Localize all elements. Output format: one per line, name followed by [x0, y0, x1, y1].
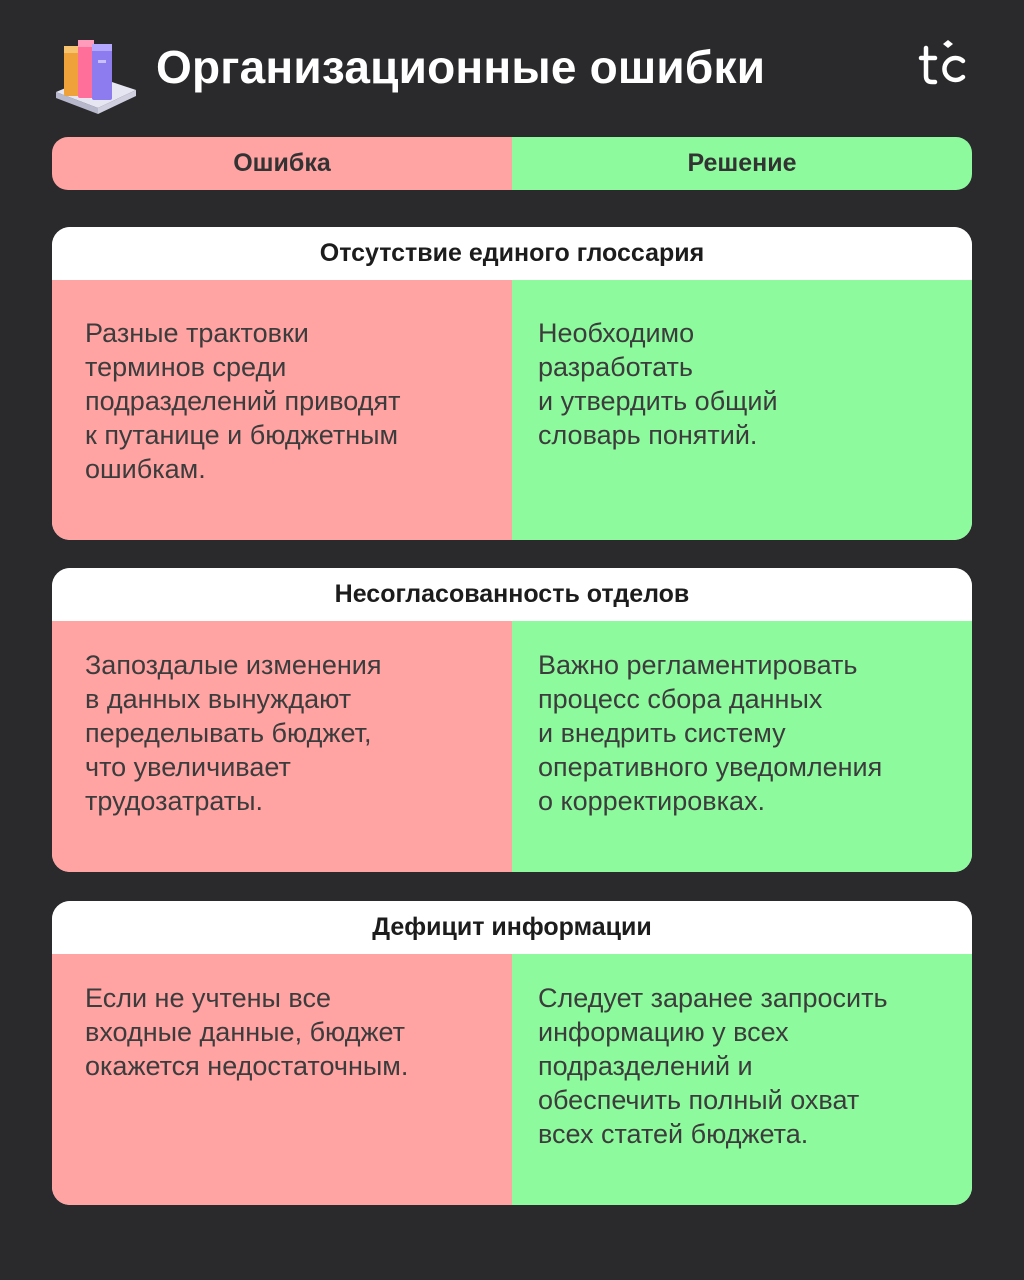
solution-text: Необходимо разработать и утвердить общий словарь понятий.: [512, 280, 972, 540]
error-column-header: Ошибка: [52, 137, 512, 190]
page-title: Организационные ошибки: [156, 41, 766, 93]
books-icon: [52, 34, 138, 114]
brand-logo-icon: [918, 38, 968, 88]
solution-column-header: Решение: [512, 137, 972, 190]
solution-text: Важно регламентировать процесс сбора данных и внедрить систему оперативного уведомления о корректировках.: [512, 621, 972, 872]
solution-text: Следует заранее запросить информацию у всех подразделений и обеспечить полный охват всех статей бюджета.: [512, 954, 972, 1205]
header: [52, 30, 972, 112]
error-text: Запоздалые изменения в данных вынуждают переделывать бюджет, что увеличивает трудозатраты.: [52, 621, 512, 872]
error-text: Разные трактовки терминов среди подразделений приводят к путанице и бюджетным ошибкам.: [52, 280, 512, 540]
card-information: [52, 901, 972, 1205]
card-glossary: [52, 227, 972, 540]
column-headers: [52, 137, 972, 190]
error-text: Если не учтены все входные данные, бюджет окажется недостаточным.: [52, 954, 512, 1205]
card-departments: [52, 568, 972, 872]
card-title: Отсутствие единого глоссария: [52, 227, 972, 280]
card-title: Дефицит информации: [52, 901, 972, 954]
card-title: Несогласованность отделов: [52, 568, 972, 621]
